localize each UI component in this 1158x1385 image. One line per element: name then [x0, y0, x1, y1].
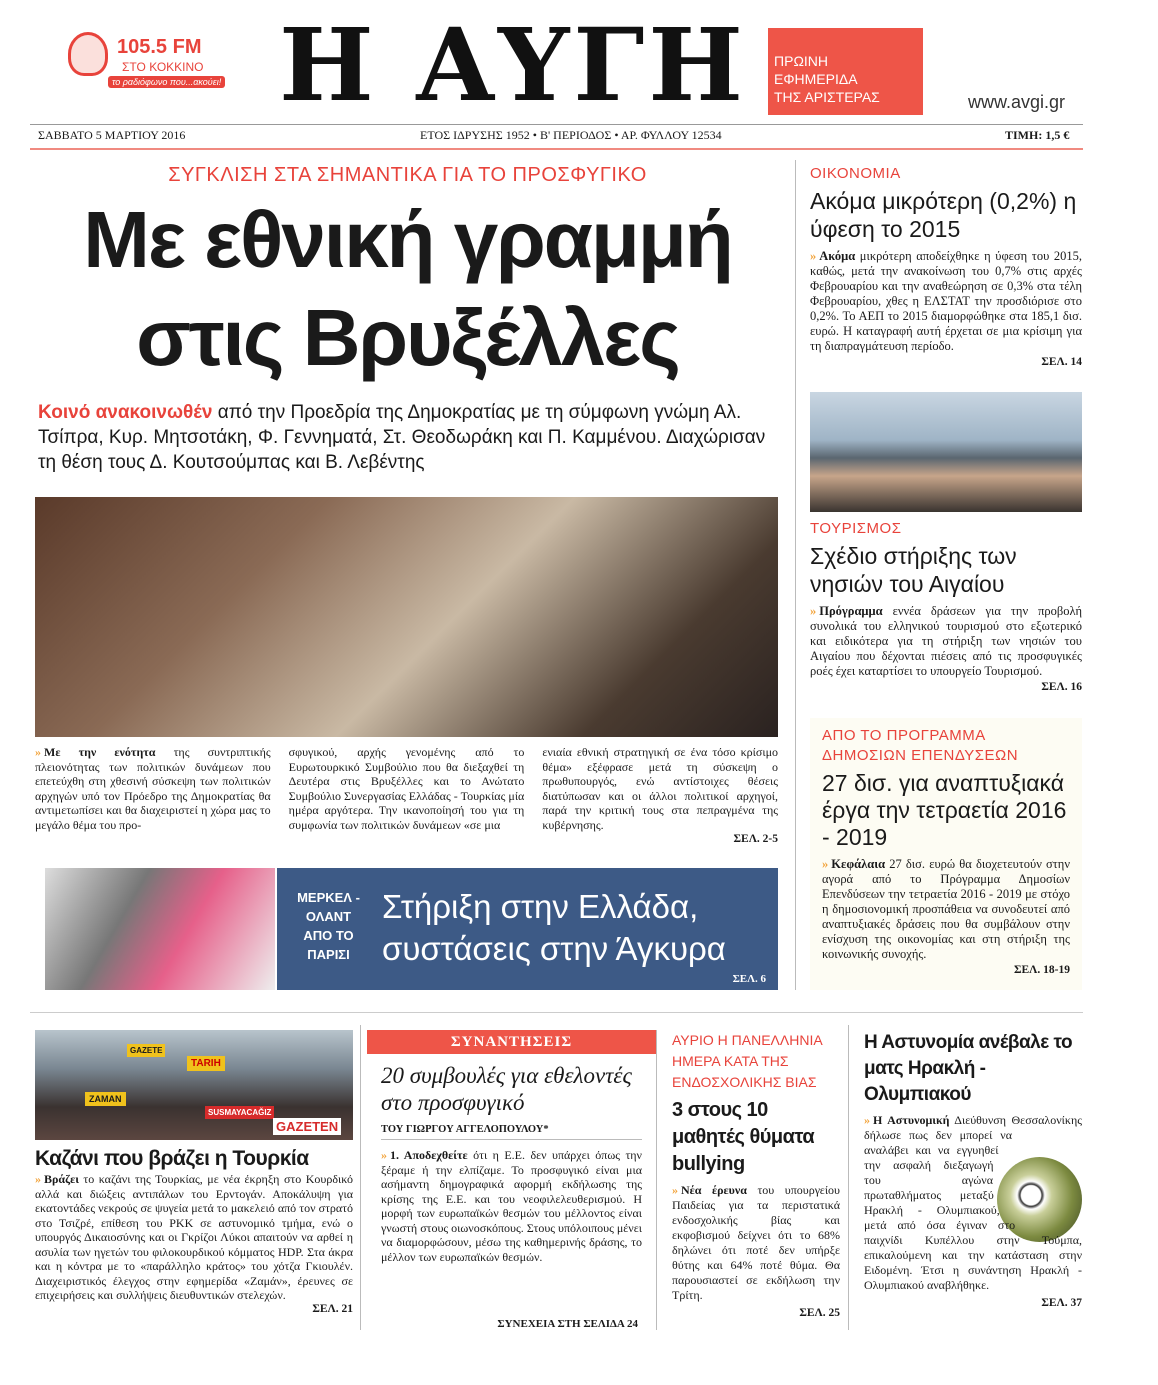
investment-story[interactable] [810, 718, 1082, 990]
merkel-hollande-photo [45, 868, 275, 990]
body [672, 1183, 840, 1303]
body-text: το καζάνι της Τουρκίας, με νέα έκρηξη στο Κουρδικό αλλά και διώξεις αντιπάλων του Ερντογάν. Αποκάλυψη για εκατοντάδες νεκρούς σε ψυγεία μετά το μακελειό από τον στρατό στο Τσιζρέ, επίθεση του PKK σε αστυνομικό τμήμα, ενώ ο υπουργός Δικαιοσύνης και οι Γκρίζοι Λύκοι απαιτούν να αρθεί η ασυλία των ηγετών του φιλοκουρδικού κόμματος HDP. Στα άκρα και η κόντρα με το «παράλληλο κράτος» του χότζα Γκιουλέν. Διαχειριστικός έλεγχος στην εφημερίδα «Ζαμάν», έρευνες σε επιχειρήσεις και συλλήψεις διευθυντικών στελεχών. [35, 1172, 353, 1302]
body-lead: Με την ενότητα [44, 745, 156, 759]
headline-line: Στήριξη στην Ελλάδα, [382, 888, 699, 925]
headline: Η Αστυνομία ανέβαλε το ματς Ηρακλή - Ολυμπιακού [864, 1032, 1073, 1105]
headline: 3 στους 10 μαθητές θύματα bullying [672, 1099, 815, 1175]
lightbulb-icon [68, 32, 108, 76]
kicker: ΑΠΟ ΤΟ ΠΡΟΓΡΑΜΜΑ ΔΗΜΟΣΙΩΝ ΕΠΕΝΔΥΣΕΩΝ [822, 727, 1019, 764]
body-text: ότι η Ε.Ε. δεν υπάρχει όπως την ξέραμε ή την ελπίζαμε. Το προσφυγικό είναι μια ασήμαντη δημογραφικά αφορμή εκδήλωσης της κρίσης της Ε.Ε. και του νεοφιλελευθερισμού. Η μορφή των ευρωπαϊκών θεσμών του μέλλοντος είναι γνωστή στους οιωνοσκόπους. Στους υπόλοιπους μένει να διαμορφώσουν, μέσω της καθημερινής δράσης, το μέλλον των ευρωπαϊκών θεσμών. [381, 1148, 642, 1264]
radio-name: ΣΤΟ ΚΟΚΚΙΝΟ [122, 60, 204, 74]
protest-sign: GAZETEN [273, 1118, 341, 1135]
deck-lead: Κοινό ανακοινωθέν [38, 402, 213, 423]
football-story[interactable] [864, 1030, 1082, 1309]
page-ref: ΣΕΛ. 25 [799, 1307, 840, 1319]
body [35, 1172, 353, 1303]
radio-logo [62, 28, 232, 94]
arrow-icon: » [35, 745, 41, 759]
tagline-box [768, 28, 923, 115]
tagline-line: ΕΦΗΜΕΡΙΔΑ [774, 71, 858, 87]
lead-kicker: ΣΥΓΚΛΙΣΗ ΣΤΑ ΣΗΜΑΝΤΙΚΑ ΓΙΑ ΤΟ ΠΡΟΣΦΥΓΙΚΟ [168, 164, 647, 186]
banner-headline [382, 886, 726, 970]
headline: 27 δισ. για αναπτυξιακά έργα την τετραετία 2016 - 2019 [822, 770, 1067, 850]
radio-frequency: 105.5 FM [117, 36, 202, 58]
lead-body-col [542, 745, 778, 847]
turkey-story[interactable] [35, 1146, 353, 1315]
page-ref: ΣΕΛ. 21 [312, 1302, 353, 1315]
body-text: της συντριπτικής πλειονότητας των πολιτικών δυνάμεων που επετεύχθη στη χθεσινή σύσκεψη των πολιτικών αρχηγών υπό τον Πρόεδρο της Δημοκρατίας θα αντιμετωπίσει και θα διαχειριστεί η χώρα μας το μεγάλο θέμα του προ- [35, 745, 271, 832]
radio-slogan: το ραδιόφωνο που...ακούει! [108, 76, 225, 88]
body [810, 604, 1082, 679]
arrow-icon: » [672, 1183, 678, 1197]
body [381, 1148, 642, 1264]
body-lead: 1. Αποδεχθείτε [390, 1148, 468, 1162]
body-lead: Ακόμα [819, 249, 856, 263]
tourism-story[interactable] [810, 520, 1082, 693]
page-ref: ΣΕΛ. 16 [1041, 681, 1082, 693]
lead-body-col [35, 745, 271, 847]
meetings-story[interactable] [367, 1030, 657, 1330]
body-text: Διεύθυνση Θεσσαλονίκης δήλωσε πως δεν μπορεί να αναλάβει και να εγγυηθεί την ασφαλή διεξαγωγή του αγώνα πρωταθλήματος μεταξύ Ηρακλή - Ολυμπιακού, μετά από όσα έγιναν στο παιχνίδι Κυπέλλου στην Τούμπα, επικαλούμενη και την κατάσταση στην Ειδομένη. Έτσι η συνάντηση Ηρακλή - Ολυμπιακού αναβλήθηκε. [864, 1113, 1082, 1292]
body-lead: Κεφάλαια [831, 857, 886, 871]
divider [30, 148, 1083, 150]
protest-sign: TARIH [187, 1056, 225, 1071]
merkel-hollande-banner[interactable] [277, 868, 778, 990]
divider [30, 124, 1083, 125]
kicker: ΑΥΡΙΟ Η ΠΑΝΕΛΛΗΝΙΑ ΗΜΕΡΑ ΚΑΤΑ ΤΗΣ ΕΝΔΟΣΧΟΛΙΚΗΣ ΒΙΑΣ [672, 1032, 822, 1090]
arrow-icon: » [864, 1113, 870, 1127]
section-label: ΣΥΝΑΝΤΗΣΕΙΣ [367, 1030, 656, 1054]
continued-link[interactable]: ΣΥΝΕΧΕΙΑ ΣΤΗ ΣΕΛΙΔΑ 24 [493, 1318, 638, 1330]
price: ΤΙΜΗ: 1,5 € [1005, 128, 1070, 142]
protest-sign: GAZETE [127, 1044, 165, 1057]
page-ref: ΣΕΛ. 14 [1041, 356, 1082, 368]
leaders-meeting-photo [35, 497, 778, 737]
page-ref: ΣΕΛ. 6 [732, 973, 766, 985]
body [810, 249, 1082, 354]
body-lead: Πρόγραμμα [819, 604, 883, 618]
deck-text: από την Προεδρία της Δημοκρατίας με τη σύμφωνη γνώμη Αλ. Τσίπρα, Κυρ. Μητσοτάκη, Φ. Γεννηματά, Στ. Θεοδωράκη και Π. Καμμένου. Διαχώρισαν τη θέση τους Δ. Κουτσούμπας και Β. Λεβέντης [38, 402, 766, 473]
page-ref: ΣΕΛ. 37 [1041, 1297, 1082, 1309]
tagline-line: ΤΗΣ ΑΡΙΣΤΕΡΑΣ [774, 89, 880, 105]
lead-deck [38, 400, 778, 475]
body-text: μικρότερη αποδείχθηκε η ύφεση του 2015, καθώς, μετά την ανακοίνωση του 0,7% στις αρχές Φεβρουαρίου και την αναθεώρηση σε 0,3% στα τέλη Φεβρουαρίου, χθες η ΕΛΣΤΑΤ την προσδιόρισε στο 0,2%. Το ΑΕΠ το 2015 διαμορφώθηκε στα 185,1 δισ. ευρώ. Η καταγραφή αυτή έρχεται σε μια κρίσιμη για τη διαπραγμάτευση περίοδο. [810, 249, 1082, 353]
tagline-line: ΠΡΩΙΝΗ [774, 53, 829, 69]
economy-story[interactable] [810, 165, 1082, 368]
issue-info: ΕΤΟΣ ΙΔΡΥΣΗΣ 1952 • Β' ΠΕΡΙΟΔΟΣ • ΑΡ. ΦΥΛΛΟΥ 12534 [420, 128, 722, 142]
lead-body [35, 745, 778, 847]
page-ref: ΣΕΛ. 2-5 [733, 833, 779, 845]
divider [848, 1025, 849, 1330]
body-lead: Βράζει [44, 1172, 79, 1186]
arrow-icon: » [810, 249, 817, 263]
divider [360, 1025, 361, 1330]
body [822, 857, 1070, 962]
arrow-icon: » [822, 857, 829, 871]
divider [795, 160, 796, 990]
divider [30, 1012, 1083, 1013]
protest-sign: SUSMAYACAĞIZ [205, 1106, 274, 1119]
bullying-story[interactable] [672, 1030, 840, 1319]
headline: Καζάνι που βράζει η Τουρκία [35, 1147, 309, 1170]
headline: Σχέδιο στήριξης των νησιών του Αιγαίου [810, 543, 1017, 597]
body-lead: Νέα έρευνα [681, 1183, 747, 1197]
byline: ΤΟΥ ΓΙΩΡΓΟΥ ΑΓΓΕΛΟΠΟΥΛΟΥ* [381, 1124, 642, 1140]
body-text: ενιαία εθνική στρατηγική σε ένα τόσο κρίσιμο θέμα» εξέφρασε μετά τη σύσκεψη ο πρωθυπουργός, ενώ αντίστοιχες θέσεις διατύπωσαν και οι άλλοι πολιτικοί αρχηγοί, παρά την κριτική τους στα πεπραγμένα της κυβέρνησης. [542, 745, 779, 832]
body-lead: Η Αστυνομική [873, 1113, 950, 1127]
tourism-photo [810, 392, 1082, 512]
headline: Ακόμα μικρότερη (0,2%) η ύφεση το 2015 [810, 188, 1077, 242]
body-text: εννέα δράσεων για την προβολή συνολικά του ελληνικού τουρισμού στο εξωτερικό και ειδικότερα για τη στήριξη των νησιών του Αιγαίου που δέχονται πιέσεις από τις προσφυγικές ροές έχει καταρτίσει το υπουργείο Τουρισμού. [810, 604, 1082, 678]
kicker: ΟΙΚΟΝΟΜΙΑ [810, 165, 901, 182]
body-text: 27 δισ. ευρώ θα διοχετευτούν στην αγορά από το Πρόγραμμα Δημοσίων Επενδύσεων την τετραετία 2016 - 2019 με στόχο η δημοσιονομική προσπάθεια να συνοδευτεί από αναπτυξιακές δράσεις που θα συμβάλουν στην ενίσχυση της οικονομίας και στη στήριξη της κοινωνικής συνοχής. [822, 857, 1070, 961]
website-link[interactable]: www.avgi.gr [968, 92, 1066, 112]
lead-body-col: σφυγικού, αρχής γενομένης από το Ευρωτουρκικό Συμβούλιο που θα διεξαχθεί τη Δευτέρα στις Βρυξέλλες και το Ανώτατο Συμβούλιο Συνεργασίας Ελλάδας - Τουρκίας μία ημέρα αργότερα. Την ικανοποίησή του για τη συμφωνία των πολιτικών δυνάμεων «σε μια [288, 745, 525, 832]
protest-sign: ZAMAN [85, 1092, 126, 1106]
date: ΣΑΒΒΑΤΟ 5 ΜΑΡΤΙΟΥ 2016 [38, 128, 186, 142]
turkey-photo [35, 1030, 353, 1140]
headline-line: συστάσεις στην Άγκυρα [382, 930, 726, 967]
arrow-icon: » [381, 1148, 387, 1162]
page-ref: ΣΕΛ. 18-19 [1013, 964, 1070, 976]
headline: 20 συμβουλές για εθελοντές στο προσφυγικό [381, 1063, 632, 1115]
kicker: ΤΟΥΡΙΣΜΟΣ [810, 520, 902, 537]
newspaper-title: Η ΑΥΓΗ [279, 6, 747, 124]
arrow-icon: » [810, 604, 817, 618]
lead-headline-line: Με εθνική γραμμή [83, 195, 732, 284]
body-text: του υπουργείου Παιδείας για τα περιστατικά ενδοσχολικής βίας και εκφοβισμού δείχνει ότι το 68% δηλώνει ότι ποτέ δεν υπήρξε θύτης και 64% ποτέ θύμα. Θα παρουσιαστεί σε εκδήλωση την Τρίτη. [672, 1183, 840, 1302]
arrow-icon: » [35, 1172, 41, 1186]
lead-headline-line: στις Βρυξέλλες [136, 293, 679, 382]
banner-kicker: ΜΕΡΚΕΛ - ΟΛΑΝΤ ΑΠΟ ΤΟ ΠΑΡΙΣΙ [297, 890, 360, 962]
